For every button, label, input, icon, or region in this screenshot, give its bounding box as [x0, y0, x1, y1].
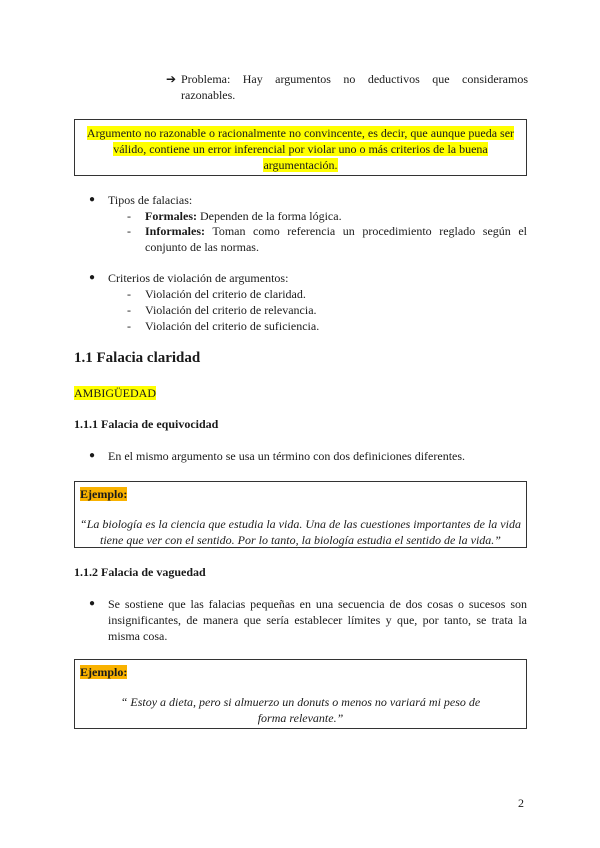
section-heading-1-1-1: 1.1.1 Falacia de equivocidad [74, 417, 219, 431]
criteria-item: Violación del criterio de suficiencia. [145, 319, 320, 333]
fallacy-type-desc: Dependen de la forma lógica. [196, 209, 342, 223]
dash-icon: - [127, 303, 131, 317]
ambiguity-label [74, 385, 156, 401]
example-label: Ejemplo: [80, 665, 128, 679]
fallacy-type-desc: Toman como referencia un procedimiento reglado según el conjunto de las normas. [145, 224, 527, 254]
dash-icon: - [127, 209, 131, 223]
definition-box [74, 119, 527, 176]
fallacy-types-title: Tipos de falacias: [108, 193, 193, 207]
criteria-item: Violación del criterio de claridad. [145, 287, 306, 301]
equivocidad-bullet: En el mismo argumento se usa un término con dos definiciones diferentes. [108, 449, 466, 463]
example-label: Ejemplo: [80, 487, 128, 501]
example-box-vaguedad [74, 659, 527, 729]
dash-icon: - [127, 287, 131, 301]
page-number: 2 [518, 796, 524, 810]
fallacy-type-term: Formales: [145, 209, 197, 223]
bullet-icon: ● [89, 194, 96, 205]
criteria-title: Criterios de violación de argumentos: [108, 271, 289, 285]
fallacy-type-formal [145, 208, 525, 224]
section-heading-1-1: 1.1 Falacia claridad [74, 350, 201, 366]
example-box-equivocidad [74, 481, 527, 548]
dash-icon: - [127, 224, 131, 238]
definition-text: Argumento no razonable o racionalmente no convincente, es decir, que aunque pueda ser válido, contiene un error inferencial por violar uno o más criterios de la buena argumentación. [86, 126, 515, 172]
ambiguity-label-text: AMBIGÜEDAD [74, 386, 156, 400]
problem-item [166, 71, 528, 103]
bullet-icon: ● [89, 450, 96, 461]
bullet-icon: ● [89, 598, 96, 609]
arrow-icon: ➔ [166, 72, 177, 86]
criteria-item: Violación del criterio de relevancia. [145, 303, 317, 317]
section-heading-1-1-2: 1.1.2 Falacia de vaguedad [74, 565, 206, 579]
bullet-icon: ● [89, 272, 96, 283]
example-quote: “La biología es la ciencia que estudia la vida. Una de las cuestiones importantes de la vida tiene que ver con el sentido. Por lo tanto, la biología estudia el sentido de la vida.” [80, 517, 521, 547]
dash-icon: - [127, 319, 131, 333]
fallacy-type-informal [145, 223, 527, 255]
fallacy-type-term: Informales: [145, 224, 205, 238]
vaguedad-bullet: Se sostiene que las falacias pequeñas en una secuencia de dos cosas o sucesos son insignificantes, de manera que sería establecer límites y que, por tanto, se trata la misma cosa. [108, 597, 527, 643]
example-quote: “ Estoy a dieta, pero si almuerzo un donuts o menos no variará mi peso de forma relevante.” [120, 695, 481, 725]
problem-text: Problema: Hay argumentos no deductivos que consideramos razonables. [181, 72, 528, 102]
